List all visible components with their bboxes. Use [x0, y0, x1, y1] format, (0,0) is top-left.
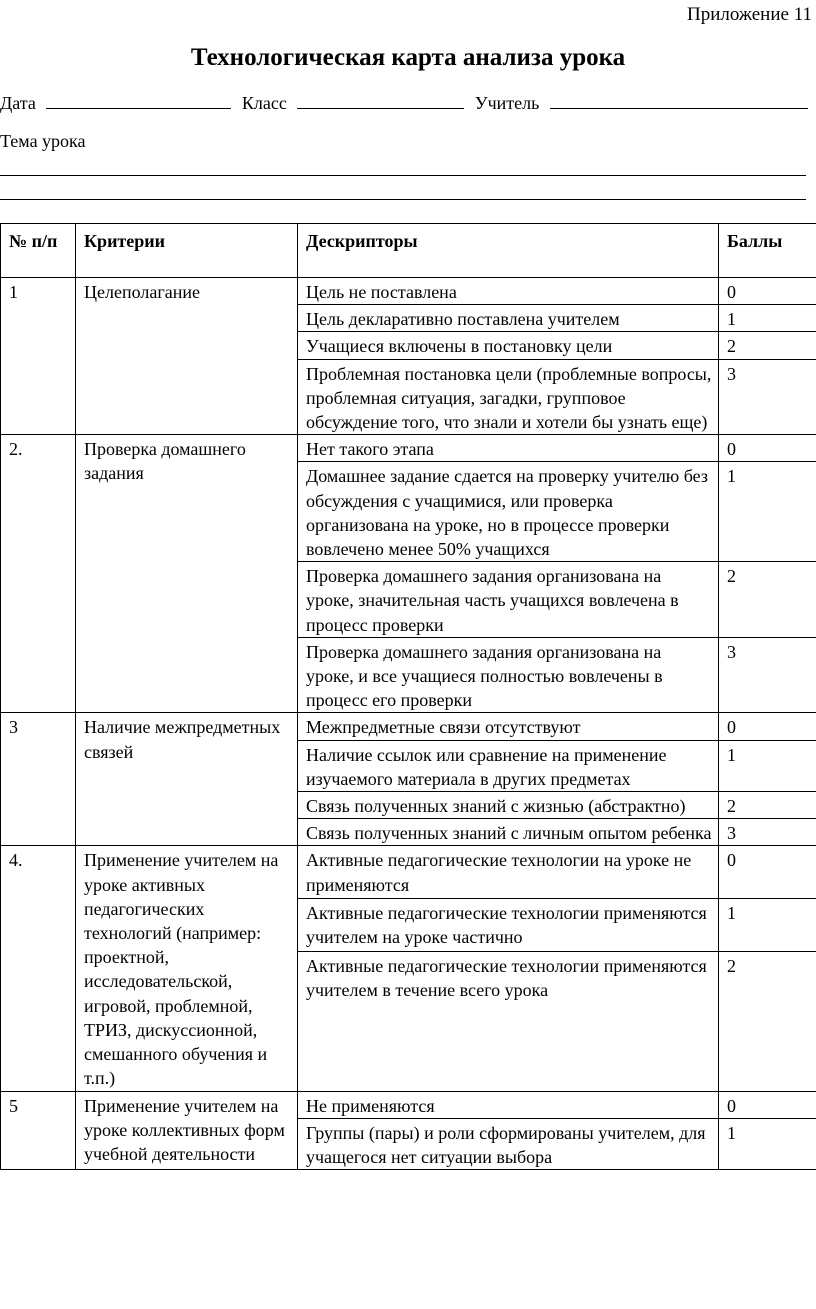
descriptor: Проверка домашнего задания организована на уроке, значительная часть учащихся вовлечена в процесс проверки: [298, 562, 719, 638]
descriptor: Наличие ссылок или сравнение на применение изучаемого материала в других предметах: [298, 740, 719, 791]
criterion-number: 3: [1, 713, 76, 846]
score-value: 0: [719, 435, 816, 462]
appendix-label: Приложение 11: [686, 4, 812, 25]
score-value: 1: [719, 462, 816, 562]
score-value: 2: [719, 792, 816, 819]
descriptor: Учащиеся включены в постановку цели: [298, 332, 719, 359]
score-value: 3: [719, 359, 816, 435]
descriptor: Цель не поставлена: [298, 278, 719, 305]
topic-line-2[interactable]: [0, 199, 806, 200]
date-label: Дата: [0, 93, 36, 113]
score-value: 1: [719, 898, 816, 951]
topic-label: Тема урока: [0, 131, 86, 151]
table-row: [1, 278, 816, 305]
criterion-name: Целеполагание: [76, 278, 298, 435]
descriptor: Группы (пары) и роли сформированы учителем, для учащегося нет ситуации выбора: [298, 1118, 719, 1169]
score-value: 0: [719, 278, 816, 305]
score-value: 2: [719, 332, 816, 359]
header-score: Баллы: [719, 224, 816, 278]
descriptor: Домашнее задание сдается на проверку учителю без обсуждения с учащимися, или проверка организована на уроке, но в процессе проверки вовлечено менее 50% учащихся: [298, 462, 719, 562]
descriptor: Активные педагогические технологии на уроке не применяются: [298, 846, 719, 899]
header-criteria: Критерии: [76, 224, 298, 278]
descriptor: Связь полученных знаний с личным опытом ребенка: [298, 819, 719, 846]
teacher-field[interactable]: [550, 93, 808, 109]
criterion-name: Применение учителем на уроке коллективных форм учебной деятельности: [76, 1091, 298, 1170]
header-descriptors: Дескрипторы: [298, 224, 719, 278]
criterion-number: 2.: [1, 435, 76, 713]
date-class-teacher-row: [0, 93, 816, 114]
criterion-name: Проверка домашнего задания: [76, 435, 298, 713]
criterion-name: Применение учителем на уроке активных педагогических технологий (например: проектной, исследовательской, игровой, проблемной, ТРИЗ, дискуссионной, смешанного обучения и т.п.): [76, 846, 298, 1091]
page-title: Технологическая карта анализа урока: [190, 44, 626, 71]
criterion-number: 5: [1, 1091, 76, 1170]
descriptor: Не применяются: [298, 1091, 719, 1118]
score-value: 1: [719, 305, 816, 332]
table-row: [1, 1091, 816, 1118]
criterion-name: Наличие межпредметных связей: [76, 713, 298, 846]
descriptor: Активные педагогические технологии применяются учителем в течение всего урока: [298, 951, 719, 1091]
descriptor: Межпредметные связи отсутствуют: [298, 713, 719, 740]
score-value: 1: [719, 740, 816, 791]
score-value: 0: [719, 846, 816, 899]
criterion-number: 4.: [1, 846, 76, 1091]
descriptor: Связь полученных знаний с жизнью (абстрактно): [298, 792, 719, 819]
table-row: [1, 435, 816, 462]
class-label: Класс: [241, 93, 287, 113]
descriptor: Проблемная постановка цели (проблемные вопросы, проблемная ситуация, загадки, групповое обсуждение того, что знали и хотели бы узнать еще): [298, 359, 719, 435]
descriptor: Активные педагогические технологии применяются учителем на уроке частично: [298, 898, 719, 951]
class-field[interactable]: [297, 93, 464, 109]
criterion-number: 1: [1, 278, 76, 435]
score-value: 3: [719, 637, 816, 713]
score-value: 1: [719, 1118, 816, 1169]
teacher-label: Учитель: [474, 93, 540, 113]
header-num: № п/п: [1, 224, 76, 278]
score-value: 2: [719, 951, 816, 1091]
score-value: 3: [719, 819, 816, 846]
table-row: [1, 713, 816, 740]
descriptor: Проверка домашнего задания организована на уроке, и все учащиеся полностью вовлечены в процесс его проверки: [298, 637, 719, 713]
score-value: 0: [719, 713, 816, 740]
descriptor: Цель декларативно поставлена учителем: [298, 305, 719, 332]
date-field[interactable]: [46, 93, 231, 109]
descriptor: Нет такого этапа: [298, 435, 719, 462]
analysis-table: [0, 223, 816, 1170]
score-value: 0: [719, 1091, 816, 1118]
score-value: 2: [719, 562, 816, 638]
table-row: [1, 846, 816, 899]
topic-line-1[interactable]: [0, 175, 806, 176]
